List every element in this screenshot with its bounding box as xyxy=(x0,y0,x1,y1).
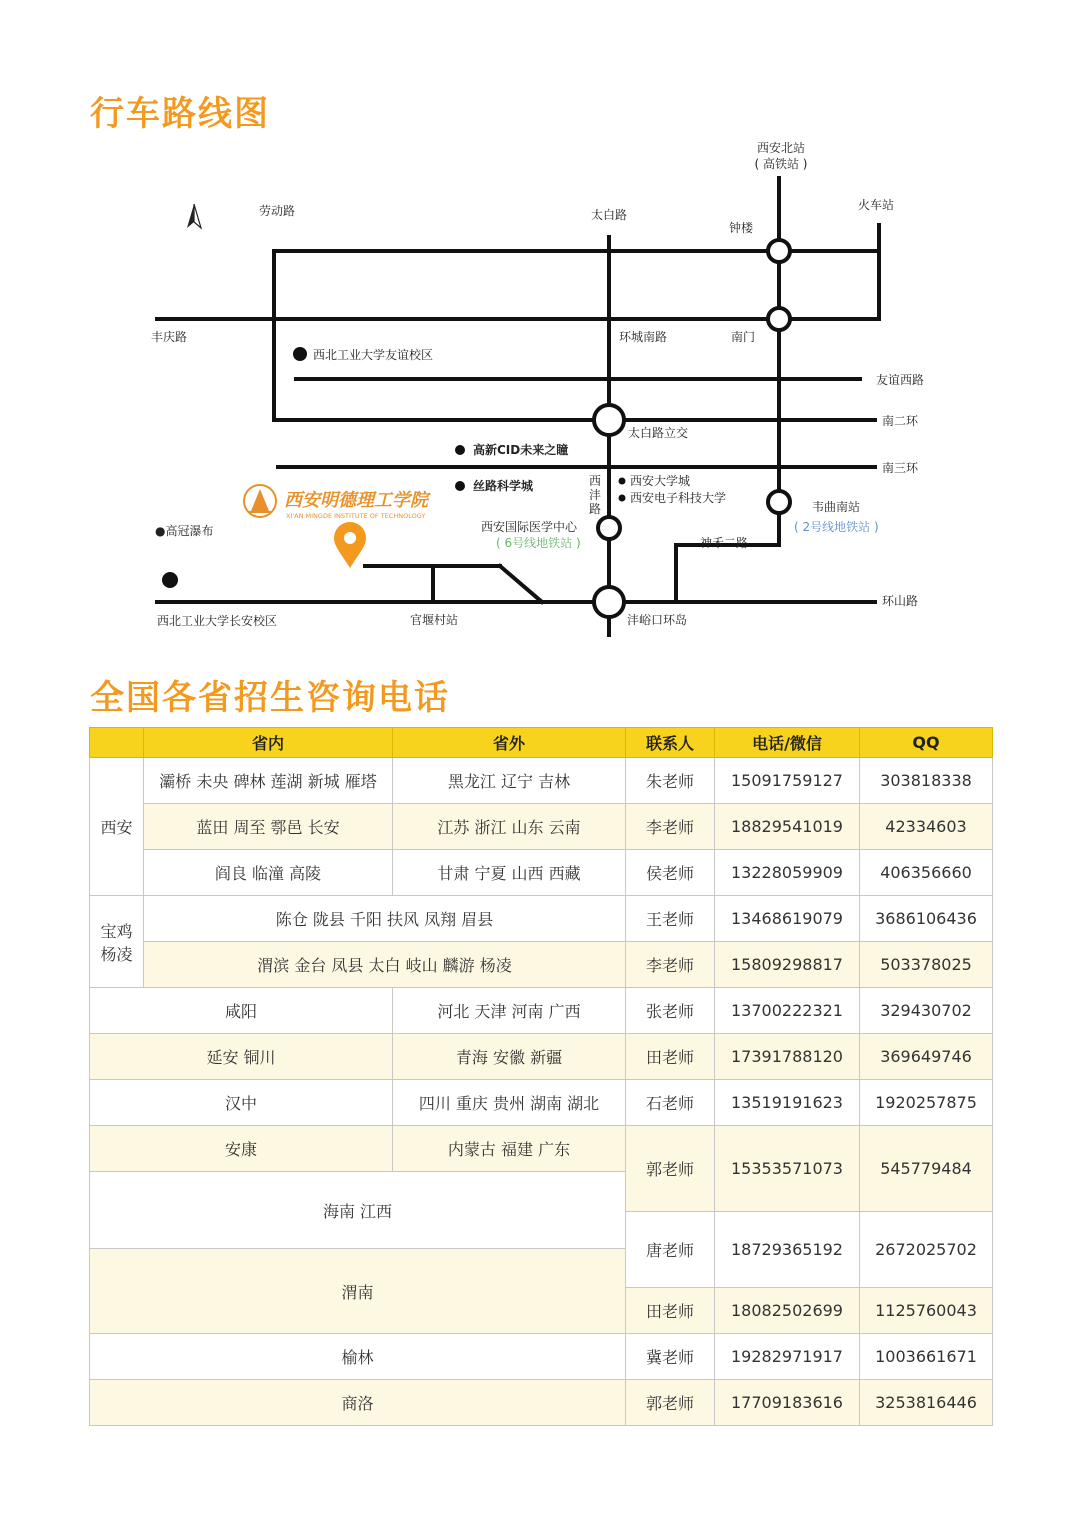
label-xifeng-1: 西 xyxy=(588,474,602,488)
label-nwpu-changan: 西北工业大学长安校区 xyxy=(157,614,278,628)
cell-inner: 陈仓 陇县 千阳 扶风 凤翔 眉县 xyxy=(144,896,626,942)
label-huanshan: 环山路 xyxy=(882,594,919,608)
dot-xidian xyxy=(619,495,626,502)
label-line2: ( 2号线地铁站 ) xyxy=(794,520,879,534)
cell-qq: 3686106436 xyxy=(860,896,993,942)
cell-phone: 15809298817 xyxy=(715,942,860,988)
station-weiqu-south xyxy=(768,491,790,513)
cell-qq: 1003661671 xyxy=(860,1334,993,1380)
station-fengyukou xyxy=(594,587,624,617)
cell-qq: 329430702 xyxy=(860,988,993,1034)
header-phone: 电话/微信 xyxy=(715,728,860,758)
region-baoji: 宝鸡 xyxy=(100,921,133,941)
school-name-en: XI'AN MINGDE INSTITUTE OF TECHNOLOGY xyxy=(286,512,426,520)
table-row xyxy=(90,942,993,988)
header-qq: QQ xyxy=(860,728,993,758)
table-row xyxy=(90,896,993,942)
cell-qq: 406356660 xyxy=(860,850,993,896)
table-row xyxy=(90,1126,993,1172)
label-cid: 高新CID未来之瞳 xyxy=(473,443,569,457)
region-baoji-yangling xyxy=(90,896,144,988)
cell-contact: 郭老师 xyxy=(626,1126,715,1212)
label-xian-univ: 西安大学城 xyxy=(630,474,691,488)
table-section-title: 全国各省招生咨询电话 xyxy=(90,678,450,718)
label-medical-center: 西安国际医学中心 xyxy=(481,520,578,534)
cell-phone: 13468619079 xyxy=(715,896,860,942)
label-shenhe: 神禾二路 xyxy=(700,536,749,550)
cell-outer: 内蒙古 福建 广东 xyxy=(393,1126,626,1172)
label-bell-tower: 钟楼 xyxy=(728,221,754,235)
label-taibai-interchange: 太白路立交 xyxy=(628,426,689,440)
cell-inner: 商洛 xyxy=(90,1380,626,1426)
cell-contact: 冀老师 xyxy=(626,1334,715,1380)
road-spur-diag xyxy=(500,566,542,602)
label-xian-north-sub: ( 高铁站 ) xyxy=(754,157,808,171)
cell-phone: 15091759127 xyxy=(715,758,860,804)
table-row xyxy=(90,1080,993,1126)
cell-inner: 榆林 xyxy=(90,1334,626,1380)
station-medical-center xyxy=(598,517,620,539)
location-pin-icon xyxy=(334,522,366,568)
cell-qq: 42334603 xyxy=(860,804,993,850)
cell-inner: 渭南 xyxy=(90,1249,626,1334)
region-xian: 西安 xyxy=(90,758,144,896)
cell-qq: 1920257875 xyxy=(860,1080,993,1126)
label-train-station: 火车站 xyxy=(857,198,895,212)
cell-phone: 19282971917 xyxy=(715,1334,860,1380)
label-gaoguan: ●高冠瀑布 xyxy=(155,524,214,538)
dot-silk-road xyxy=(455,481,465,491)
region-yangling: 杨凌 xyxy=(100,944,133,964)
school-name-cn: 西安明德理工学院 xyxy=(284,490,428,511)
table-row xyxy=(90,1380,993,1426)
label-nwpu-youyi: 西北工业大学友谊校区 xyxy=(313,348,434,362)
cell-phone: 17391788120 xyxy=(715,1034,860,1080)
cell-qq: 303818338 xyxy=(860,758,993,804)
cell-outer: 江苏 浙江 山东 云南 xyxy=(393,804,626,850)
station-bell-tower xyxy=(768,240,790,262)
cell-contact: 石老师 xyxy=(626,1080,715,1126)
cell-contact: 郭老师 xyxy=(626,1380,715,1426)
dot-nwpu-changan xyxy=(162,572,178,588)
dot-nwpu-youyi xyxy=(293,347,307,361)
contact-table xyxy=(89,727,993,1426)
cell-outer: 四川 重庆 贵州 湖南 湖北 xyxy=(393,1080,626,1126)
cell-contact: 李老师 xyxy=(626,942,715,988)
dot-xian-univ xyxy=(619,478,626,485)
cell-qq: 2672025702 xyxy=(860,1212,993,1288)
station-taibai-interchange xyxy=(594,405,624,435)
label-nanerhuan: 南二环 xyxy=(882,414,919,428)
cell-outer: 甘肃 宁夏 山西 西藏 xyxy=(393,850,626,896)
station-south-gate xyxy=(768,308,790,330)
cell-contact: 朱老师 xyxy=(626,758,715,804)
label-nansanhuan: 南三环 xyxy=(882,461,919,475)
cell-inner: 海南 江西 xyxy=(90,1172,626,1249)
table-header-row xyxy=(90,728,993,758)
cell-outer: 青海 安徽 新疆 xyxy=(393,1034,626,1080)
route-map xyxy=(0,130,1080,650)
label-taibai: 太白路 xyxy=(590,208,628,222)
cell-inner: 蓝田 周至 鄠邑 长安 xyxy=(144,804,393,850)
label-silk-road: 丝路科学城 xyxy=(473,479,534,493)
table-row xyxy=(90,1334,993,1380)
table-row xyxy=(90,850,993,896)
cell-outer: 黑龙江 辽宁 吉林 xyxy=(393,758,626,804)
label-xifeng-2: 沣 xyxy=(588,488,602,502)
cell-qq: 545779484 xyxy=(860,1126,993,1212)
label-huanchengnan: 环城南路 xyxy=(619,330,668,344)
cell-qq: 1125760043 xyxy=(860,1288,993,1334)
label-fengyukou: 沣峪口环岛 xyxy=(627,613,688,627)
header-contact: 联系人 xyxy=(626,728,715,758)
header-blank xyxy=(90,728,144,758)
cell-qq: 369649746 xyxy=(860,1034,993,1080)
table-row xyxy=(90,758,993,804)
table-row xyxy=(90,988,993,1034)
cell-phone: 18082502699 xyxy=(715,1288,860,1334)
cell-qq: 3253816446 xyxy=(860,1380,993,1426)
cell-phone: 18829541019 xyxy=(715,804,860,850)
cell-outer: 河北 天津 河南 广西 xyxy=(393,988,626,1034)
header-inner: 省内 xyxy=(144,728,393,758)
dot-cid xyxy=(455,445,465,455)
label-youyixi: 友谊西路 xyxy=(876,373,925,387)
cell-inner: 阎良 临潼 高陵 xyxy=(144,850,393,896)
cell-inner: 安康 xyxy=(90,1126,393,1172)
label-guanyan: 官堰村站 xyxy=(409,613,459,627)
cell-phone: 13519191623 xyxy=(715,1080,860,1126)
cell-inner: 汉中 xyxy=(90,1080,393,1126)
cell-phone: 13228059909 xyxy=(715,850,860,896)
cell-contact: 田老师 xyxy=(626,1288,715,1334)
label-south-gate: 南门 xyxy=(730,330,756,344)
cell-contact: 侯老师 xyxy=(626,850,715,896)
cell-contact: 王老师 xyxy=(626,896,715,942)
cell-inner: 渭滨 金台 凤县 太白 岐山 麟游 杨凌 xyxy=(144,942,626,988)
label-laodong: 劳动路 xyxy=(258,204,296,218)
header-outer: 省外 xyxy=(393,728,626,758)
map-section-title: 行车路线图 xyxy=(90,94,270,134)
label-line6: ( 6号线地铁站 ) xyxy=(496,536,581,550)
label-xidian: 西安电子科技大学 xyxy=(630,491,727,505)
cell-contact: 田老师 xyxy=(626,1034,715,1080)
north-arrow-icon xyxy=(187,204,201,228)
label-weiqu-south: 韦曲南站 xyxy=(812,500,861,514)
table-row xyxy=(90,1034,993,1080)
label-xifeng-3: 路 xyxy=(588,502,602,516)
cell-contact: 李老师 xyxy=(626,804,715,850)
cell-phone: 17709183616 xyxy=(715,1380,860,1426)
cell-phone: 18729365192 xyxy=(715,1212,860,1288)
cell-contact: 张老师 xyxy=(626,988,715,1034)
table-row xyxy=(90,804,993,850)
cell-inner: 延安 铜川 xyxy=(90,1034,393,1080)
cell-inner: 灞桥 未央 碑林 莲湖 新城 雁塔 xyxy=(144,758,393,804)
school-logo xyxy=(244,485,431,520)
cell-inner: 咸阳 xyxy=(90,988,393,1034)
label-xian-north: 西安北站 xyxy=(756,141,806,155)
cell-contact: 唐老师 xyxy=(626,1212,715,1288)
cell-phone: 15353571073 xyxy=(715,1126,860,1212)
label-fengqing: 丰庆路 xyxy=(151,330,188,344)
cell-phone: 13700222321 xyxy=(715,988,860,1034)
cell-qq: 503378025 xyxy=(860,942,993,988)
